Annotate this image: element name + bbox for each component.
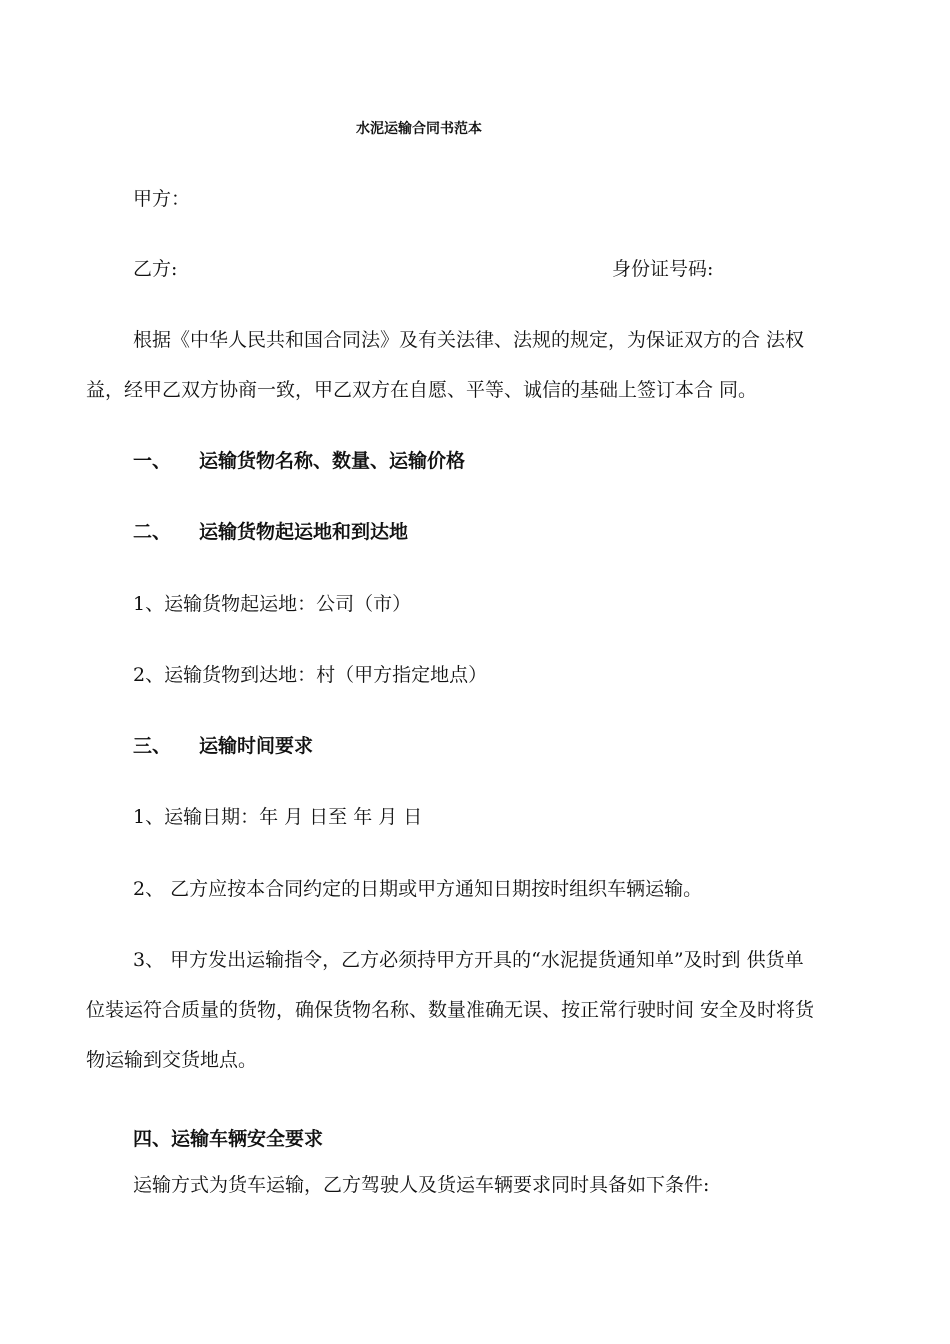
document-title: 水泥运输合同书范本 — [356, 121, 482, 137]
section-1-heading — [133, 452, 465, 471]
section-3-title: 运输时间要求 — [199, 735, 314, 757]
section-3-number: 三、 — [133, 735, 172, 757]
intro-line-1: 根据《中华人民共和国合同法》及有关法律、法规的规定，为保证双方的合 法权 — [133, 329, 805, 351]
section-3-item-2: 2、 乙方应按本合同约定的日期或甲方通知日期按时组织车辆运输。 — [133, 878, 703, 900]
section-1-number: 一、 — [133, 450, 172, 472]
party-a-label: 甲方： — [133, 188, 191, 210]
section-2-number: 二、 — [133, 521, 172, 543]
intro-line-2: 益，经甲乙双方协商一致，甲乙双方在自愿、平等、诚信的基础上签订本合 同。 — [86, 379, 758, 401]
party-b-label: 乙方: — [133, 258, 178, 280]
section-3-item-3-line-2: 位装运符合质量的货物，确保货物名称、数量准确无误、按正常行驶时间 安全及时将货 — [86, 999, 815, 1021]
section-3-heading — [133, 737, 313, 756]
section-1-title: 运输货物名称、数量、运输价格 — [199, 450, 466, 472]
id-number-label: 身份证号码: — [612, 258, 714, 280]
section-2-item-1: 1、运输货物起运地：公司（市） — [133, 593, 412, 615]
section-4-intro: 运输方式为货车运输，乙方驾驶人及货运车辆要求同时具备如下条件: — [133, 1174, 710, 1196]
section-3-item-1: 1、运输日期：年 月 日至 年 月 日 — [133, 806, 423, 828]
section-2-heading — [133, 523, 408, 542]
section-2-item-2: 2、运输货物到达地：村（甲方指定地点） — [133, 664, 488, 686]
section-2-title: 运输货物起运地和到达地 — [199, 521, 409, 543]
section-3-item-3-line-1: 3、 甲方发出运输指令，乙方必须持甲方开具的“水泥提货通知单”及时到 供货单 — [133, 949, 804, 971]
section-3-item-3-line-3: 物运输到交货地点。 — [86, 1049, 258, 1071]
section-4-heading: 四、运输车辆安全要求 — [133, 1128, 324, 1150]
